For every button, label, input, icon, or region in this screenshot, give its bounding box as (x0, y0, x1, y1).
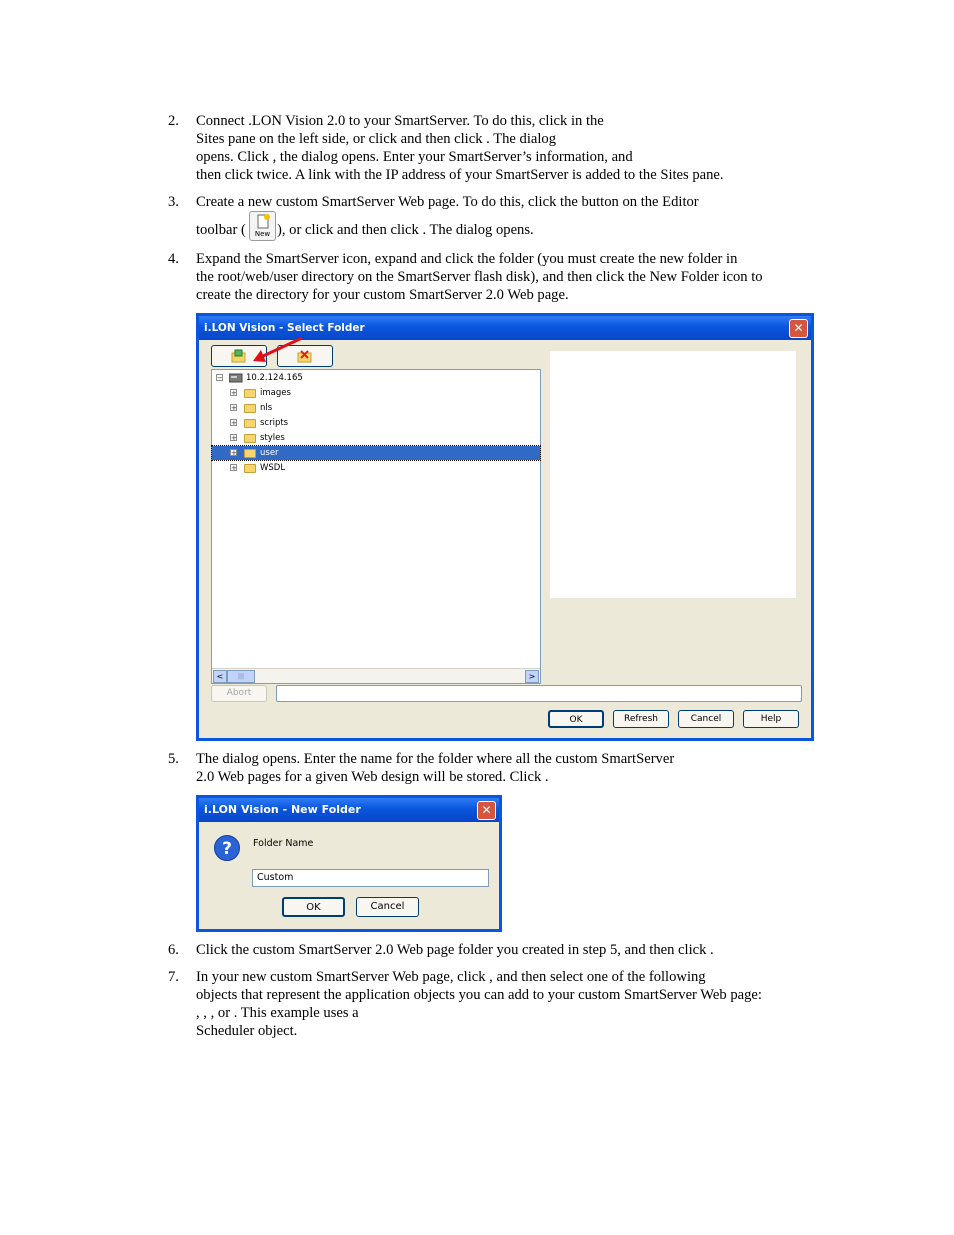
step-text-line: objects that represent the application objects you can add to your custom SmartServer Web page: (196, 987, 762, 1003)
tree-item-label: images (260, 388, 291, 398)
folder-icon (244, 434, 256, 443)
new-folder-dialog (196, 795, 502, 932)
new-page-icon (249, 211, 276, 241)
scroll-left-button[interactable]: < (213, 670, 227, 683)
tree-item-label: user (260, 448, 279, 458)
dialog-title: i.LON Vision - Select Folder (199, 316, 811, 340)
expand-icon[interactable]: + (231, 419, 237, 427)
step-text-line: Sites pane on the left side, or click and then click . The dialog (196, 131, 557, 147)
server-icon (229, 373, 243, 383)
scroll-thumb[interactable]: ||| (227, 670, 255, 683)
folder-icon (244, 464, 256, 473)
ok-button[interactable]: OK (548, 710, 604, 728)
ok-button[interactable]: OK (282, 897, 345, 917)
step-number: 5. (168, 751, 179, 767)
step-text-line: ), or click and then click . The dialog opens. (277, 222, 534, 238)
tree-root[interactable] (214, 371, 534, 385)
step-text-line: then click twice. A link with the IP address of your SmartServer is added to the Sites pane. (196, 167, 724, 183)
refresh-button[interactable]: Refresh (613, 710, 669, 728)
step-text-line: Connect .LON Vision 2.0 to your SmartServer. To do this, click in the (196, 113, 604, 129)
folder-icon (244, 404, 256, 413)
annotation-arrow (249, 335, 309, 365)
cancel-button[interactable]: Cancel (678, 710, 734, 728)
close-button[interactable]: ✕ (477, 801, 496, 820)
preview-pane (550, 351, 796, 598)
step-text-line: create the directory for your custom SmartServer 2.0 Web page. (196, 287, 569, 303)
horizontal-scrollbar[interactable] (212, 668, 540, 683)
expand-icon[interactable]: + (231, 434, 237, 442)
expand-icon[interactable]: + (231, 449, 237, 457)
step-text-line: Scheduler object. (196, 1023, 298, 1039)
tree-item-label: scripts (260, 418, 289, 428)
step-text-line: Click the custom SmartServer 2.0 Web page folder you created in step 5, and then click . (196, 942, 714, 958)
collapse-icon[interactable]: − (217, 374, 223, 382)
step-number: 2. (168, 113, 179, 129)
step-number: 6. (168, 942, 179, 958)
folder-icon (244, 419, 256, 428)
help-button[interactable]: Help (743, 710, 799, 728)
tree-item-label: nls (260, 403, 273, 413)
step-number: 7. (168, 969, 179, 985)
new-icon-label: New (254, 230, 271, 238)
step-text-line: Expand the SmartServer icon, expand and click the folder (you must create the new folder in (196, 251, 738, 267)
abort-button[interactable]: Abort (211, 685, 267, 702)
step-text-line: Create a new custom SmartServer Web page. To do this, click the button on the Editor (196, 194, 699, 210)
step-number: 3. (168, 194, 179, 210)
tree-item[interactable] (214, 461, 534, 475)
folder-tree[interactable] (211, 369, 541, 684)
expand-icon[interactable]: + (231, 389, 237, 397)
folder-name-input[interactable]: Custom (252, 869, 489, 887)
new-folder-icon (231, 349, 247, 363)
scroll-right-button[interactable]: > (525, 670, 539, 683)
folder-icon (244, 389, 256, 398)
step-text-line: toolbar ( (196, 222, 246, 238)
folder-icon (244, 449, 256, 458)
dialog-title: i.LON Vision - New Folder (199, 798, 499, 822)
expand-icon[interactable]: + (231, 464, 237, 472)
folder-name-label: Folder Name (253, 838, 314, 849)
tree-item-selected[interactable] (212, 446, 540, 460)
step-text-line: opens. Click , the dialog opens. Enter your SmartServer’s information, and (196, 149, 633, 165)
tree-item[interactable] (214, 431, 534, 445)
close-button[interactable]: ✕ (789, 319, 808, 338)
cancel-button[interactable]: Cancel (356, 897, 419, 917)
step-text-line: In your new custom SmartServer Web page, click , and then select one of the following (196, 969, 706, 985)
tree-item[interactable] (214, 386, 534, 400)
tree-item-label: styles (260, 433, 285, 443)
tree-item-label: WSDL (260, 463, 286, 473)
step-text-line: 2.0 Web pages for a given Web design will be stored. Click . (196, 769, 549, 785)
expand-icon[interactable]: + (231, 404, 237, 412)
step-number: 4. (168, 251, 179, 267)
tree-item[interactable] (214, 401, 534, 415)
tree-item[interactable] (214, 416, 534, 430)
step-text-line: , , , or . This example uses a (196, 1005, 359, 1021)
step-text-line: The dialog opens. Enter the name for the folder where all the custom SmartServer (196, 751, 675, 767)
step-text-line: the root/web/user directory on the SmartServer flash disk), and then click the New Folder icon to (196, 269, 763, 285)
select-folder-dialog (196, 313, 814, 741)
path-field[interactable] (276, 685, 802, 702)
tree-root-label: 10.2.124.165 (246, 373, 303, 383)
question-icon: ? (214, 835, 240, 861)
